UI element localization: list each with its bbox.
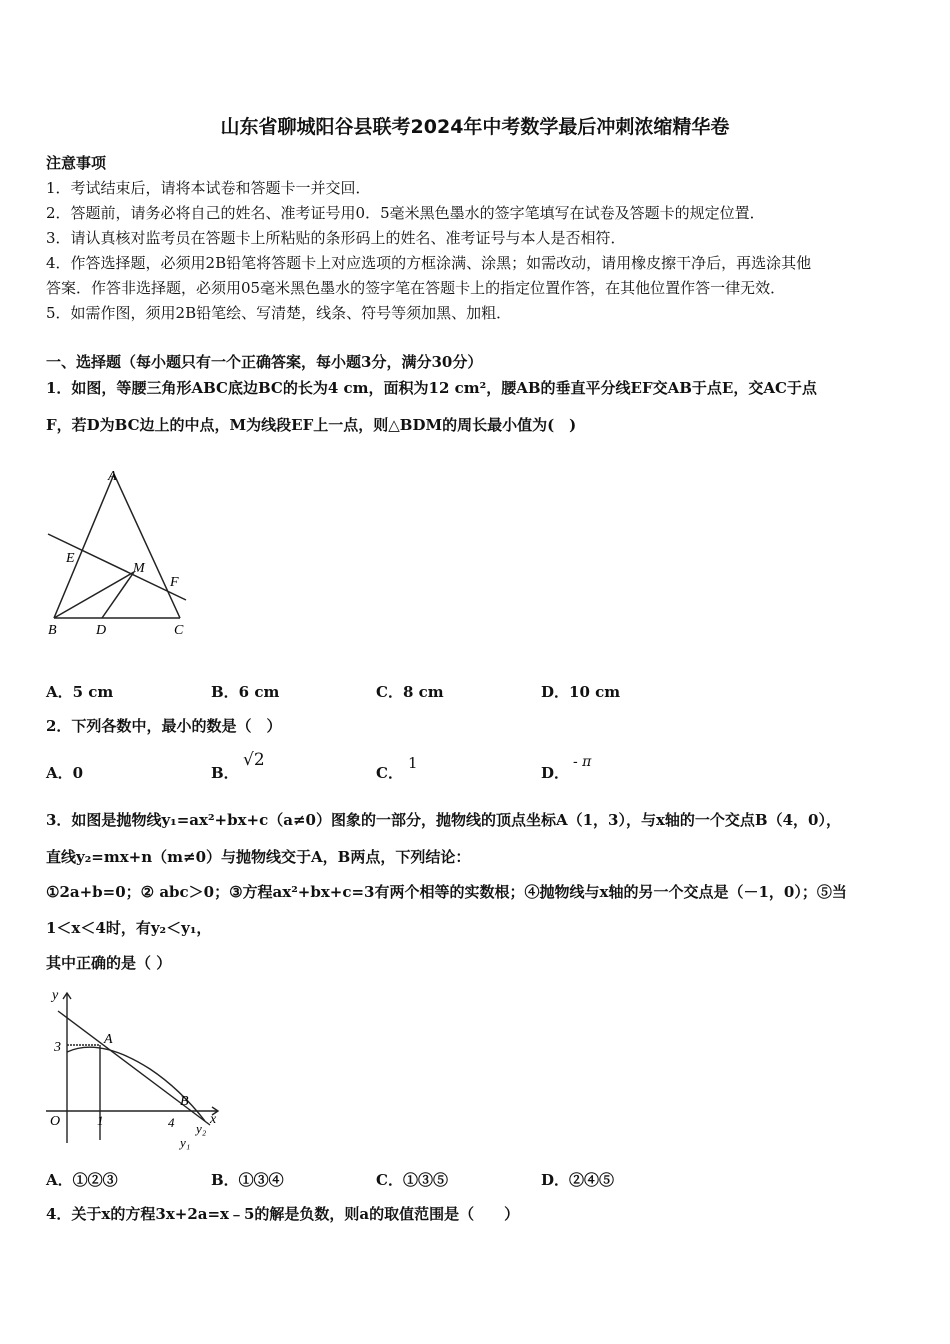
page-title: 山东省聊城阳谷县联考2024年中考数学最后冲刺浓缩精华卷 [220, 116, 730, 138]
q1-stem-line1: 1．如图，等腰三角形ABC底边BC的长为4 cm，面积为12 cm²，腰AB的垂直平分线EF交AB于点E，交AC于点 [46, 379, 817, 397]
q3-option-d[interactable]: D．②④⑤ [541, 1171, 615, 1189]
q2-option-c-value: 1 [408, 754, 418, 772]
notice-item: 4．作答选择题，必须用2B铅笔将答题卡上对应选项的方框涂满、涂黑；如需改动，请用橡皮擦干净后，再选涂其他 [46, 254, 812, 272]
q1-option-c[interactable]: C．8 cm [376, 683, 444, 701]
q3-option-c[interactable]: C．①③⑤ [376, 1171, 448, 1189]
label-C: C [174, 623, 184, 638]
notice-item: 3．请认真核对监考员在答题卡上所粘贴的条形码上的姓名、准考证号与本人是否相符． [46, 229, 626, 247]
q4-stem: 4．关于x的方程3x+2a=x﹣5的解是负数，则a的取值范围是（ ） [46, 1205, 520, 1223]
q2-option-d[interactable] [541, 762, 569, 783]
q2-option-c[interactable] [376, 762, 403, 783]
q2-option-a-letter: A． [46, 764, 73, 782]
q1-option-d[interactable]: D．10 cm [541, 683, 621, 701]
section-heading: 一、选择题（每小题只有一个正确答案，每小题3分，满分30分） [46, 353, 483, 371]
q1-triangle-figure [40, 462, 200, 642]
label-D: D [96, 623, 107, 638]
label-x-axis: x [210, 1112, 217, 1127]
q3-parabola-figure [40, 985, 230, 1155]
label-F: F [170, 575, 179, 590]
label-A: A [104, 1032, 113, 1047]
q2-option-a[interactable] [46, 762, 83, 783]
notice-item: 答案．作答非选择题，必须用05毫米黑色墨水的签字笔在答题卡上的指定位置作答，在其他位置作答一律无效． [46, 279, 786, 297]
q2-option-a-value: 0 [72, 764, 84, 782]
label-1: 1 [97, 1113, 104, 1128]
q3-stem-line2: 直线y₂=mx+n（m≠0）与抛物线交于A，B两点，下列结论： [46, 848, 471, 866]
q2-option-b[interactable] [211, 762, 239, 783]
label-B: B [180, 1094, 189, 1109]
q2-option-d-value: - π [573, 754, 592, 770]
label-B: B [48, 623, 57, 638]
q1-option-b[interactable]: B．6 cm [211, 683, 280, 701]
notice-item: 2．答题前，请务必将自己的姓名、准考证号用0．5毫米黑色墨水的签字笔填写在试卷及答题卡的规定位置． [46, 204, 765, 222]
label-E: E [66, 551, 75, 566]
label-M: M [133, 561, 145, 576]
label-O: O [50, 1114, 61, 1129]
notice-item: 5．如需作图，须用2B铅笔绘、写清楚，线条、符号等须加黑、加粗． [46, 304, 512, 322]
q2-option-b-value: √2 [243, 750, 265, 770]
q2-stem: 2．下列各数中，最小的数是（ ） [46, 717, 282, 735]
label-3: 3 [54, 1040, 61, 1055]
q3-stem-line3: ①2a+b=0；② abc＞0；③方程ax²+bx+c=3有两个相等的实数根；④抛物线与x轴的另一个交点是（－1，0）；⑤当 [46, 883, 847, 901]
q3-option-a[interactable]: A．①②③ [46, 1171, 118, 1189]
notice-item: 1．考试结束后，请将本试卷和答题卡一并交回． [46, 179, 371, 197]
label-y1: y₁ [180, 1135, 191, 1150]
q2-option-b-letter: B． [211, 764, 239, 782]
label-y-axis: y [52, 988, 59, 1003]
q2-option-d-letter: D． [541, 764, 570, 782]
q1-stem-line2: F，若D为BC边上的中点，M为线段EF上一点，则△BDM的周长最小值为( ) [46, 416, 577, 434]
label-A: A [108, 469, 117, 484]
q2-option-c-letter: C． [376, 764, 403, 782]
notice-heading: 注意事项 [46, 154, 107, 172]
q3-stem-line5: 其中正确的是（ ） [46, 954, 172, 972]
label-4: 4 [168, 1115, 175, 1130]
q3-option-b[interactable]: B．①③④ [211, 1171, 284, 1189]
label-y2: y₂ [196, 1121, 207, 1136]
q1-option-a[interactable]: A．5 cm [46, 683, 114, 701]
q3-stem-line1: 3．如图是抛物线y₁=ax²+bx+c（a≠0）图象的一部分，抛物线的顶点坐标A（1，3），与x轴的一个交点B（4，0）， [46, 811, 841, 829]
q3-stem-line4: 1＜x＜4时，有y₂＜y₁， [46, 919, 212, 937]
